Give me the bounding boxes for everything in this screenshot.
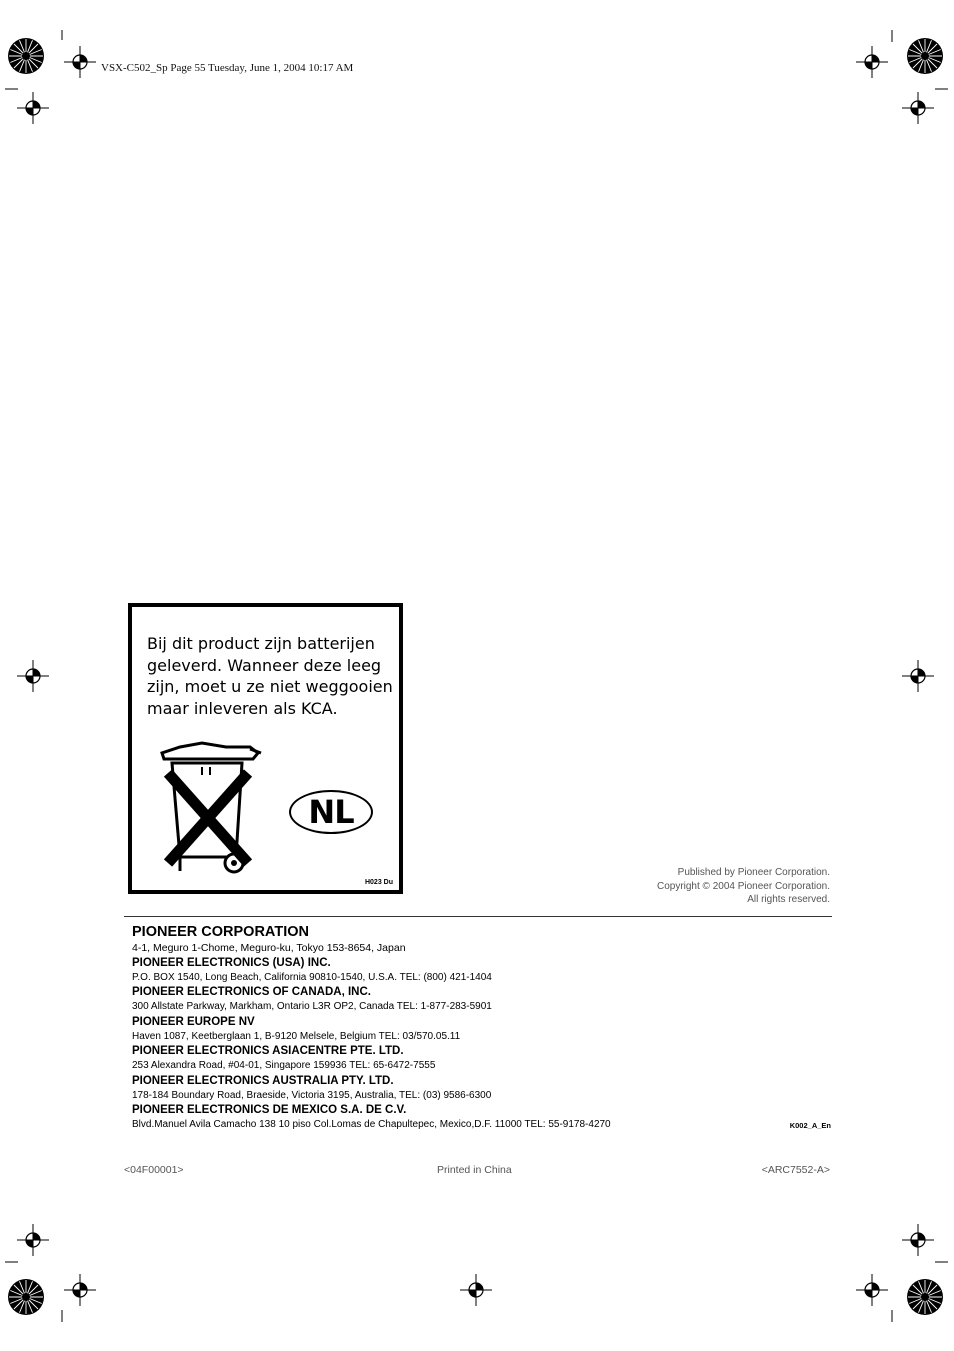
subsidiary-europe — [132, 1015, 460, 1044]
subsidiary-name: PIONEER ELECTRONICS DE MEXICO S.A. DE C.V. — [132, 1104, 407, 1116]
address-code: K002_A_En — [789, 1121, 831, 1130]
crossed-out-wheelie-bin-icon — [158, 739, 268, 884]
subsidiary-address: Haven 1087, Keetberglaan 1, B-9120 Melsele, Belgium TEL: 03/570.05.11 — [132, 1031, 461, 1042]
battery-notice-text: Bij dit product zijn batterijen geleverd. Wanneer deze leeg zijn, moet u ze niet weggooien maar inleveren als KCA. — [147, 634, 393, 718]
subsidiary-address: P.O. BOX 1540, Long Beach, California 90810-1540, U.S.A. TEL: (800) 421-1404 — [132, 972, 492, 983]
subsidiary-name: PIONEER EUROPE NV — [132, 1016, 255, 1028]
published-by-line: Published by Pioneer Corporation. — [677, 867, 830, 878]
copyright-line: Copyright © 2004 Pioneer Corporation. — [656, 880, 830, 892]
subsidiary-address: 300 Allstate Parkway, Markham, Ontario L3R OP2, Canada TEL: 1-877-283-5901 — [132, 1001, 492, 1012]
subsidiary-name: PIONEER ELECTRONICS ASIACENTRE PTE. LTD. — [132, 1045, 404, 1057]
footer-right-code: <ARC7552-A> — [761, 1164, 830, 1176]
notice-code: H023 Du — [364, 879, 393, 886]
subsidiary-australia — [132, 1074, 491, 1103]
rights-line: All rights reserved. — [747, 894, 830, 906]
subsidiary-name: PIONEER ELECTRONICS AUSTRALIA PTY. LTD. — [132, 1075, 394, 1087]
corporation-name: PIONEER CORPORATION — [132, 924, 309, 940]
subsidiary-address: 178-184 Boundary Road, Braeside, Victoria 3195, Australia, TEL: (03) 9586-6300 — [132, 1090, 492, 1101]
subsidiary-address: Blvd.Manuel Avila Camacho 138 10 piso Col.Lomas de Chapultepec, Mexico,D.F. 11000 TEL: 55-9178-4270 — [132, 1119, 611, 1130]
footer-left-code: <04F00001> — [124, 1164, 184, 1176]
battery-disposal-notice — [128, 603, 403, 894]
print-info-header: VSX-C502_Sp Page 55 Tuesday, June 1, 2004 10:17 AM — [101, 62, 354, 74]
subsidiary-name: PIONEER ELECTRONICS OF CANADA, INC. — [132, 986, 371, 998]
subsidiary-address: 253 Alexandra Road, #04-01, Singapore 159936 TEL: 65-6472-7555 — [132, 1060, 436, 1071]
subsidiary-canada — [132, 985, 492, 1014]
country-badge-nl: NL — [289, 790, 373, 834]
subsidiary-mexico — [132, 1103, 611, 1132]
publisher-info — [657, 866, 830, 907]
printed-in-label: Printed in China — [437, 1164, 512, 1176]
corporation-address: 4-1, Meguro 1-Chome, Meguro-ku, Tokyo 153-8654, Japan — [132, 942, 406, 954]
subsidiary-name: PIONEER ELECTRONICS (USA) INC. — [132, 957, 331, 969]
subsidiary-asia — [132, 1044, 435, 1073]
subsidiary-usa — [132, 956, 492, 985]
divider — [124, 916, 832, 917]
